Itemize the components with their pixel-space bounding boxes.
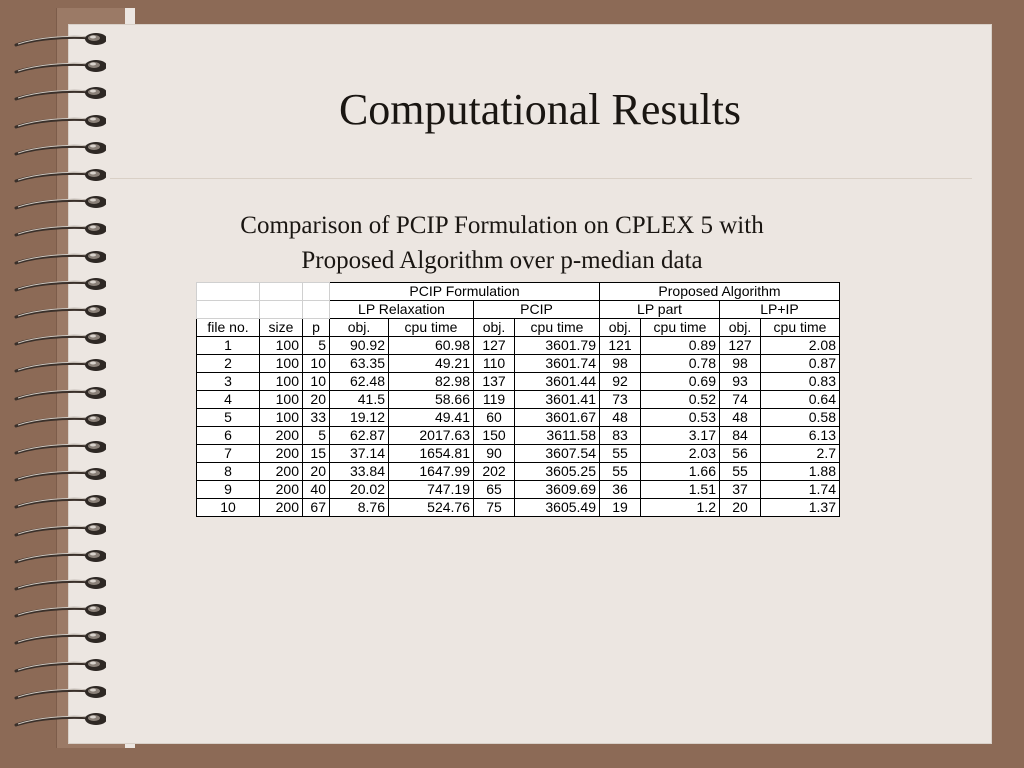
spiral-coil-icon: [14, 384, 106, 406]
table-cell: 90: [474, 445, 515, 463]
column-header: cpu time: [641, 319, 720, 337]
blank-cell: [260, 301, 303, 319]
spiral-coil-icon: [14, 356, 106, 378]
table-cell: 119: [474, 391, 515, 409]
spiral-coil-icon: [14, 112, 106, 134]
table-cell: 200: [260, 499, 303, 517]
column-header: file no.: [197, 319, 260, 337]
table-cell: 10: [303, 355, 330, 373]
table-cell: 137: [474, 373, 515, 391]
spiral-coil-icon: [14, 139, 106, 161]
column-header: obj.: [474, 319, 515, 337]
table-cell: 0.83: [761, 373, 840, 391]
table-cell: 1647.99: [389, 463, 474, 481]
table-cell: 1.74: [761, 481, 840, 499]
title-divider: [110, 178, 972, 179]
table-cell: 3601.67: [515, 409, 600, 427]
table-cell: 100: [260, 373, 303, 391]
table-cell: 41.5: [330, 391, 389, 409]
table-row: [197, 409, 840, 427]
table-cell: 3601.74: [515, 355, 600, 373]
table-cell: 49.41: [389, 409, 474, 427]
table-row: [197, 499, 840, 517]
table-cell: 90.92: [330, 337, 389, 355]
table-cell: 2017.63: [389, 427, 474, 445]
caption-line-1: Comparison of PCIP Formulation on CPLEX 5 with: [240, 212, 764, 239]
table-cell: 67: [303, 499, 330, 517]
sub-header-row: [197, 301, 840, 319]
table-row: [197, 391, 840, 409]
table-cell: 92: [600, 373, 641, 391]
blank-cell: [303, 301, 330, 319]
table-cell: 98: [600, 355, 641, 373]
column-header: obj.: [720, 319, 761, 337]
table-cell: 110: [474, 355, 515, 373]
table-cell: 33: [303, 409, 330, 427]
sub-header-lp-relaxation: LP Relaxation: [330, 301, 474, 319]
table-cell: 82.98: [389, 373, 474, 391]
table-cell: 8: [197, 463, 260, 481]
table-cell: 2: [197, 355, 260, 373]
table-cell: 202: [474, 463, 515, 481]
sub-header-lp-ip: LP+IP: [720, 301, 840, 319]
column-header: p: [303, 319, 330, 337]
table-cell: 0.78: [641, 355, 720, 373]
blank-cell: [260, 283, 303, 301]
table-cell: 1.2: [641, 499, 720, 517]
blank-cell: [303, 283, 330, 301]
spiral-coil-icon: [14, 656, 106, 678]
table-cell: 37.14: [330, 445, 389, 463]
table-cell: 58.66: [389, 391, 474, 409]
table-cell: 3605.25: [515, 463, 600, 481]
table-cell: 200: [260, 481, 303, 499]
spiral-coil-icon: [14, 465, 106, 487]
table-row: [197, 481, 840, 499]
column-header: cpu time: [761, 319, 840, 337]
table-cell: 1.51: [641, 481, 720, 499]
table-cell: 200: [260, 445, 303, 463]
table-cell: 3609.69: [515, 481, 600, 499]
table-cell: 1654.81: [389, 445, 474, 463]
table-cell: 83: [600, 427, 641, 445]
table-cell: 1: [197, 337, 260, 355]
spiral-coil-icon: [14, 411, 106, 433]
table-cell: 74: [720, 391, 761, 409]
column-header-row: [197, 319, 840, 337]
table-cell: 62.48: [330, 373, 389, 391]
spiral-coil-icon: [14, 30, 106, 52]
table-cell: 55: [600, 463, 641, 481]
table-cell: 8.76: [330, 499, 389, 517]
table-cell: 1.88: [761, 463, 840, 481]
spiral-coil-icon: [14, 683, 106, 705]
column-header: cpu time: [389, 319, 474, 337]
table-row: [197, 427, 840, 445]
table-cell: 6.13: [761, 427, 840, 445]
table-cell: 5: [303, 427, 330, 445]
table-cell: 5: [197, 409, 260, 427]
group-header-proposed: Proposed Algorithm: [600, 283, 840, 301]
spiral-coil-icon: [14, 628, 106, 650]
table-cell: 0.53: [641, 409, 720, 427]
column-header: obj.: [330, 319, 389, 337]
table-cell: 6: [197, 427, 260, 445]
table-cell: 75: [474, 499, 515, 517]
table-cell: 5: [303, 337, 330, 355]
blank-cell: [197, 283, 260, 301]
table-cell: 3607.54: [515, 445, 600, 463]
table-cell: 3605.49: [515, 499, 600, 517]
sub-header-lp-part: LP part: [600, 301, 720, 319]
spiral-coil-icon: [14, 710, 106, 732]
table-cell: 2.08: [761, 337, 840, 355]
table-cell: 20.02: [330, 481, 389, 499]
table-cell: 100: [260, 391, 303, 409]
spiral-coil-icon: [14, 329, 106, 351]
table-cell: 48: [600, 409, 641, 427]
table-cell: 200: [260, 427, 303, 445]
table-cell: 93: [720, 373, 761, 391]
table-cell: 36: [600, 481, 641, 499]
table-cell: 48: [720, 409, 761, 427]
group-header-row: [197, 283, 840, 301]
spiral-coil-icon: [14, 438, 106, 460]
spiral-coil-icon: [14, 166, 106, 188]
sub-header-pcip: PCIP: [474, 301, 600, 319]
table-cell: 7: [197, 445, 260, 463]
table-cell: 100: [260, 355, 303, 373]
table-cell: 19.12: [330, 409, 389, 427]
table-cell: 98: [720, 355, 761, 373]
table-cell: 200: [260, 463, 303, 481]
table-cell: 3: [197, 373, 260, 391]
spiral-coil-icon: [14, 520, 106, 542]
spiral-coil-icon: [14, 57, 106, 79]
table-cell: 10: [197, 499, 260, 517]
table-cell: 84: [720, 427, 761, 445]
table-cell: 33.84: [330, 463, 389, 481]
table-cell: 3601.79: [515, 337, 600, 355]
table-cell: 60: [474, 409, 515, 427]
table-row: [197, 373, 840, 391]
table-row: [197, 337, 840, 355]
column-header: cpu time: [515, 319, 600, 337]
table-cell: 0.89: [641, 337, 720, 355]
spiral-coil-icon: [14, 547, 106, 569]
blank-cell: [197, 301, 260, 319]
table-cell: 3601.44: [515, 373, 600, 391]
spiral-coil-icon: [14, 601, 106, 623]
table-cell: 121: [600, 337, 641, 355]
table-cell: 20: [720, 499, 761, 517]
spiral-coil-icon: [14, 275, 106, 297]
table-row: [197, 463, 840, 481]
spiral-coil-icon: [14, 492, 106, 514]
table-cell: 15: [303, 445, 330, 463]
table-cell: 747.19: [389, 481, 474, 499]
table-cell: 73: [600, 391, 641, 409]
table-cell: 0.87: [761, 355, 840, 373]
table-cell: 100: [260, 409, 303, 427]
table-cell: 9: [197, 481, 260, 499]
table-cell: 4: [197, 391, 260, 409]
table-cell: 2.7: [761, 445, 840, 463]
table-body: [197, 337, 840, 517]
spiral-coil-icon: [14, 302, 106, 324]
spiral-coil-icon: [14, 84, 106, 106]
table-cell: 40: [303, 481, 330, 499]
table-cell: 55: [720, 463, 761, 481]
table-cell: 150: [474, 427, 515, 445]
group-header-pcip: PCIP Formulation: [330, 283, 600, 301]
table-cell: 100: [260, 337, 303, 355]
table-cell: 127: [720, 337, 761, 355]
table-cell: 127: [474, 337, 515, 355]
table-cell: 60.98: [389, 337, 474, 355]
table-cell: 3.17: [641, 427, 720, 445]
table-cell: 10: [303, 373, 330, 391]
caption-line-2: Proposed Algorithm over p-median data: [301, 247, 703, 274]
table-cell: 3611.58: [515, 427, 600, 445]
table-cell: 49.21: [389, 355, 474, 373]
table-cell: 0.58: [761, 409, 840, 427]
table-cell: 0.52: [641, 391, 720, 409]
table-cell: 37: [720, 481, 761, 499]
table-cell: 55: [600, 445, 641, 463]
table-cell: 1.66: [641, 463, 720, 481]
table-cell: 19: [600, 499, 641, 517]
spiral-coil-icon: [14, 220, 106, 242]
table-cell: 63.35: [330, 355, 389, 373]
spiral-coil-icon: [14, 193, 106, 215]
column-header: obj.: [600, 319, 641, 337]
table-caption: [150, 208, 854, 278]
table-cell: 62.87: [330, 427, 389, 445]
table-cell: 20: [303, 463, 330, 481]
table-cell: 65: [474, 481, 515, 499]
table-cell: 2.03: [641, 445, 720, 463]
column-header: size: [260, 319, 303, 337]
spiral-coil-icon: [14, 574, 106, 596]
table-cell: 20: [303, 391, 330, 409]
table-row: [197, 355, 840, 373]
table-cell: 3601.41: [515, 391, 600, 409]
table-cell: 0.69: [641, 373, 720, 391]
results-table: [196, 282, 840, 517]
table-cell: 0.64: [761, 391, 840, 409]
slide-title: Computational Results: [338, 85, 742, 134]
table-row: [197, 445, 840, 463]
table-cell: 524.76: [389, 499, 474, 517]
spiral-coil-icon: [14, 248, 106, 270]
table-cell: 56: [720, 445, 761, 463]
table-cell: 1.37: [761, 499, 840, 517]
